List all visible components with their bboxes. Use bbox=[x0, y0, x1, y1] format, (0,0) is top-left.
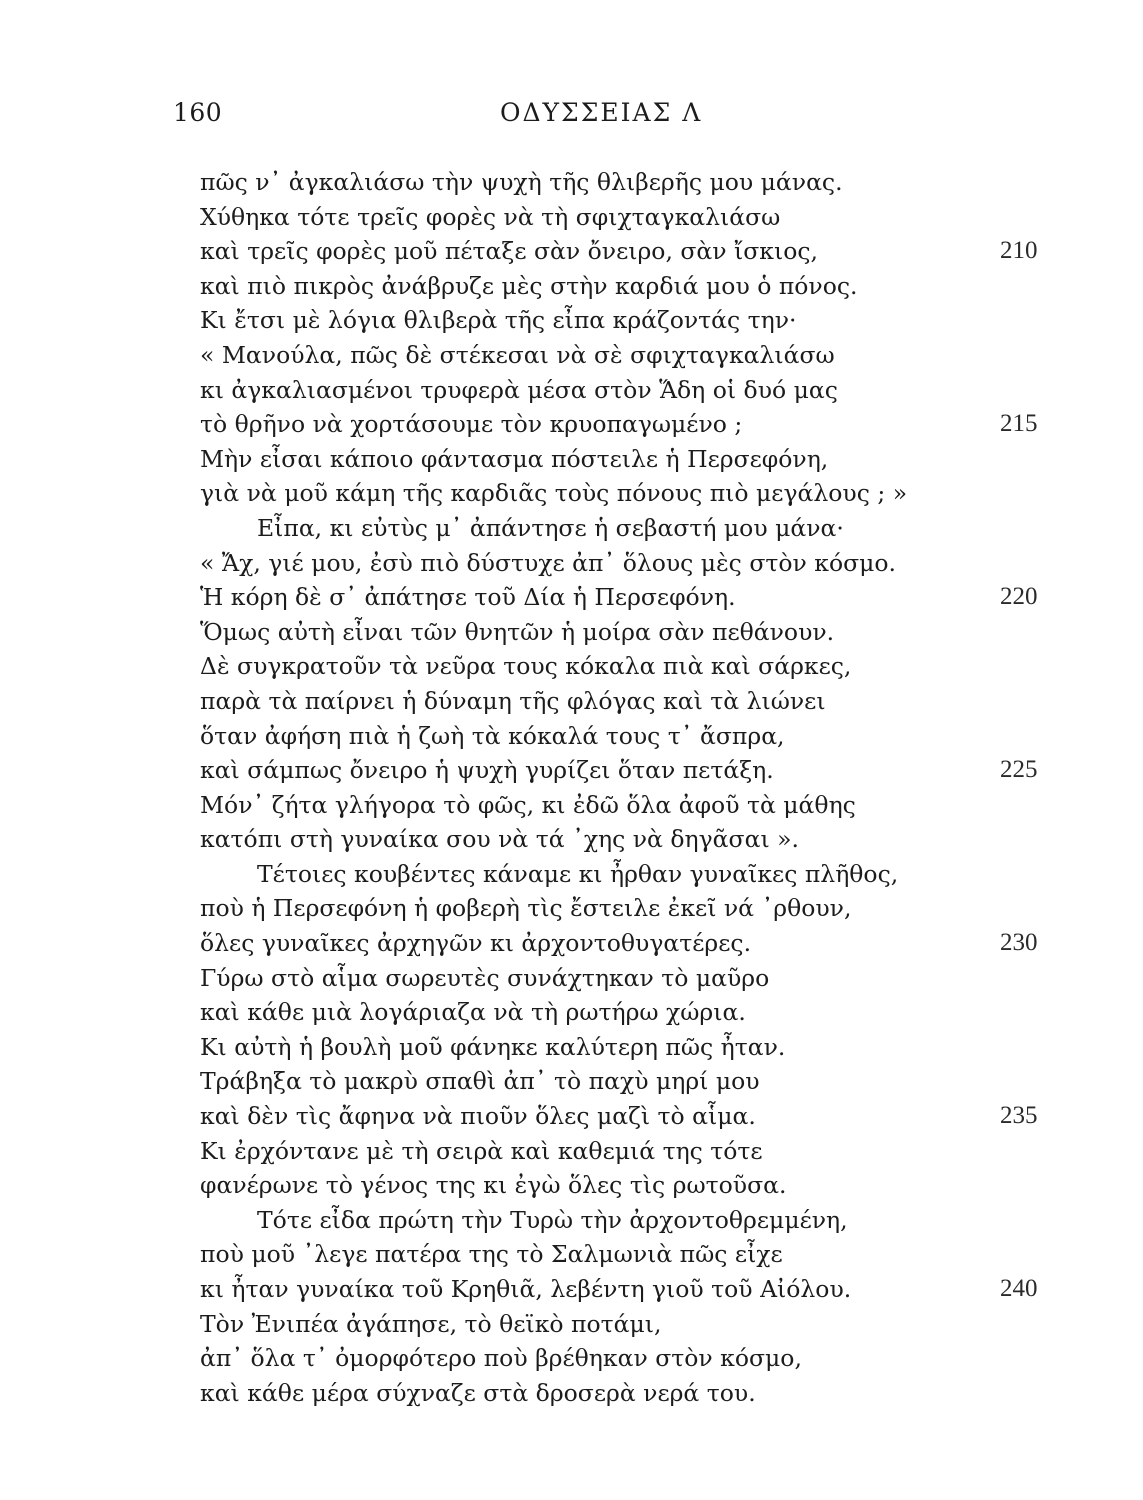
verse-line bbox=[200, 1099, 1038, 1134]
verse-line bbox=[200, 615, 900, 650]
verse-text: Ὅμως αὐτὴ εἶναι τῶν θνητῶν ἡ μοίρα σὰν πεθάνουν. bbox=[200, 617, 835, 646]
verse-line bbox=[200, 1376, 900, 1411]
verse-text: Χύθηκα τότε τρεῖς φορὲς νὰ τὴ σφιχταγκαλιάσω bbox=[200, 202, 781, 231]
line-number: 225 bbox=[1000, 756, 1038, 784]
verse-line bbox=[200, 303, 900, 338]
verse-line bbox=[200, 822, 900, 857]
line-number: 215 bbox=[1000, 410, 1038, 438]
verse-text: Δὲ συγκρατοῦν τὰ νεῦρα τους κόκαλα πιὰ καὶ σάρκες, bbox=[200, 652, 852, 681]
verse-line bbox=[200, 580, 1038, 615]
verse-line bbox=[200, 234, 1038, 269]
line-number: 220 bbox=[1000, 583, 1038, 611]
verse-line bbox=[200, 546, 900, 581]
verse-line bbox=[200, 1134, 900, 1169]
verse-text: ὅταν ἀφήση πιὰ ἡ ζωὴ τὰ κόκαλά τους τ᾽ ἄσπρα, bbox=[200, 721, 785, 750]
verse-line bbox=[200, 1168, 900, 1203]
line-number: 240 bbox=[1000, 1275, 1038, 1302]
verse-text: Τράβηξα τὸ μακρὺ σπαθὶ ἀπ᾽ τὸ παχὺ μηρί μου bbox=[200, 1067, 760, 1096]
verse-line bbox=[200, 926, 1038, 961]
verse-text: Κι αὐτὴ ἡ βουλὴ μοῦ φάνηκε καλύτερη πῶς ἦταν. bbox=[200, 1032, 786, 1061]
verse-text: κι ἀγκαλιασμένοι τρυφερὰ μέσα στὸν Ἅδη οἱ δυό μας bbox=[200, 375, 838, 404]
verse-line bbox=[200, 1307, 900, 1342]
running-title: ΟΔΥΣΣΕΙΑΣ Λ bbox=[500, 98, 703, 127]
verse-line bbox=[200, 442, 900, 477]
verse-line bbox=[200, 788, 900, 823]
verse-text: παρὰ τὰ παίρνει ἡ δύναμη τῆς φλόγας καὶ τὰ λιώνει bbox=[200, 686, 826, 715]
verse-line bbox=[200, 407, 1038, 442]
verse-line bbox=[200, 269, 900, 304]
verse-line bbox=[200, 961, 900, 996]
verse-text: ὅλες γυναῖκες ἀρχηγῶν κι ἀρχοντοθυγατέρες. bbox=[200, 929, 752, 958]
verse-text: « Ἄχ, γιέ μου, ἐσὺ πιὸ δύστυχε ἀπ᾽ ὅλους μὲς στὸν κόσμο. bbox=[200, 548, 897, 577]
verse-text: καὶ σάμπως ὄνειρο ἡ ψυχὴ γυρίζει ὅταν πετάξη. bbox=[200, 756, 774, 785]
verse-line bbox=[200, 1341, 900, 1376]
verse-text: κατόπι στὴ γυναίκα σου νὰ τά ᾽χης νὰ δηγᾶσαι ». bbox=[200, 825, 799, 854]
verse-line bbox=[200, 1064, 900, 1099]
verse-text: Κι ἔτσι μὲ λόγια θλιβερὰ τῆς εἶπα κράζοντάς την· bbox=[200, 306, 797, 335]
verse-text: καὶ πιὸ πικρὸς ἀνάβρυζε μὲς στὴν καρδιά μου ὁ πόνος. bbox=[200, 271, 858, 300]
verse-text: Κι ἐρχόντανε μὲ τὴ σειρὰ καὶ καθεμιά της τότε bbox=[200, 1136, 763, 1165]
verse-text: Τότε εἶδα πρώτη τὴν Τυρὼ τὴν ἀρχοντοθρεμμένη, bbox=[257, 1205, 848, 1234]
verse-text: Ἡ κόρη δὲ σ᾽ ἀπάτησε τοῦ Δία ἡ Περσεφόνη. bbox=[200, 583, 736, 612]
verse-line bbox=[200, 891, 900, 926]
verse-text: « Μανούλα, πῶς δὲ στέκεσαι νὰ σὲ σφιχταγκαλιάσω bbox=[200, 340, 835, 369]
page-number: 160 bbox=[173, 98, 223, 127]
verse-text: φανέρωνε τὸ γένος της κι ἐγὼ ὅλες τὶς ρωτοῦσα. bbox=[200, 1171, 787, 1200]
verse-text: Τὸν Ἐνιπέα ἀγάπησε, τὸ θεϊκὸ ποτάμι, bbox=[200, 1309, 662, 1338]
verse-text: πῶς ν᾽ ἀγκαλιάσω τὴν ψυχὴ τῆς θλιβερῆς μου μάνας. bbox=[200, 168, 843, 196]
verse-text: ἀπ᾽ ὅλα τ᾽ ὀμορφότερο ποὺ βρέθηκαν στὸν κόσμο, bbox=[200, 1344, 802, 1373]
verse-line bbox=[200, 1237, 900, 1272]
verse-line bbox=[200, 476, 908, 511]
verse-text: γιὰ νὰ μοῦ κάμη τῆς καρδιᾶς τοὺς πόνους πιὸ μεγάλους ; » bbox=[200, 479, 908, 508]
verse-text: καὶ δὲν τὶς ἄφηνα νὰ πιοῦν ὅλες μαζὶ τὸ αἷμα. bbox=[200, 1102, 756, 1131]
verse-text: ποὺ ἡ Περσεφόνη ἡ φοβερὴ τὶς ἔστειλε ἐκεῖ νά ᾽ρθουν, bbox=[200, 894, 852, 923]
verse-text: Μόν᾽ ζήτα γλήγορα τὸ φῶς, κι ἐδῶ ὅλα ἀφοῦ τὰ μάθης bbox=[200, 790, 856, 819]
verse-line bbox=[200, 649, 900, 684]
verse-text: ποὺ μοῦ ᾽λεγε πατέρα της τὸ Σαλμωνιὰ πῶς εἶχε bbox=[200, 1240, 783, 1269]
verse-text: τὸ θρῆνο νὰ χορτάσουμε τὸν κρυοπαγωμένο ; bbox=[200, 410, 743, 439]
verse-line bbox=[200, 1030, 900, 1065]
verse-text: καὶ κάθε μιὰ λογάριαζα νὰ τὴ ρωτήρω χώρια. bbox=[200, 998, 746, 1027]
verse-line bbox=[200, 753, 1038, 788]
verse-line bbox=[200, 995, 900, 1030]
verse-text: Τέτοιες κουβέντες κάναμε κι ἦρθαν γυναῖκες πλῆθος, bbox=[257, 859, 899, 888]
verse-text: Εἶπα, κι εὐτὺς μ᾽ ἀπάντησε ἡ σεβαστή μου μάνα· bbox=[257, 513, 844, 542]
verse-line bbox=[200, 511, 900, 546]
verse-line bbox=[200, 338, 900, 373]
verse-line bbox=[200, 857, 900, 892]
verse-line bbox=[200, 165, 900, 200]
verse-line bbox=[200, 1203, 900, 1238]
line-number: 210 bbox=[1000, 237, 1038, 265]
verse-line bbox=[200, 200, 900, 235]
verse-line bbox=[200, 1272, 1038, 1307]
verse-text: καὶ τρεῖς φορὲς μοῦ πέταξε σὰν ὄνειρο, σὰν ἴσκιος, bbox=[200, 237, 818, 266]
verse-text: Γύρω στὸ αἷμα σωρευτὲς συνάχτηκαν τὸ μαῦρο bbox=[200, 963, 770, 992]
verse-text: Μὴν εἶσαι κάποιο φάντασμα πόστειλε ἡ Περσεφόνη, bbox=[200, 444, 829, 473]
verse-line bbox=[200, 373, 900, 408]
verse-text: κι ἦταν γυναίκα τοῦ Κρηθιᾶ, λεβέντη γιοῦ τοῦ Αἰόλου. bbox=[200, 1275, 852, 1303]
verse-line bbox=[200, 684, 900, 719]
line-number: 230 bbox=[1000, 929, 1038, 957]
line-number: 235 bbox=[1000, 1102, 1038, 1130]
verse-line bbox=[200, 719, 900, 754]
verse-block bbox=[200, 165, 1038, 1410]
verse-text: καὶ κάθε μέρα σύχναζε στὰ δροσερὰ νερά του. bbox=[200, 1378, 756, 1407]
